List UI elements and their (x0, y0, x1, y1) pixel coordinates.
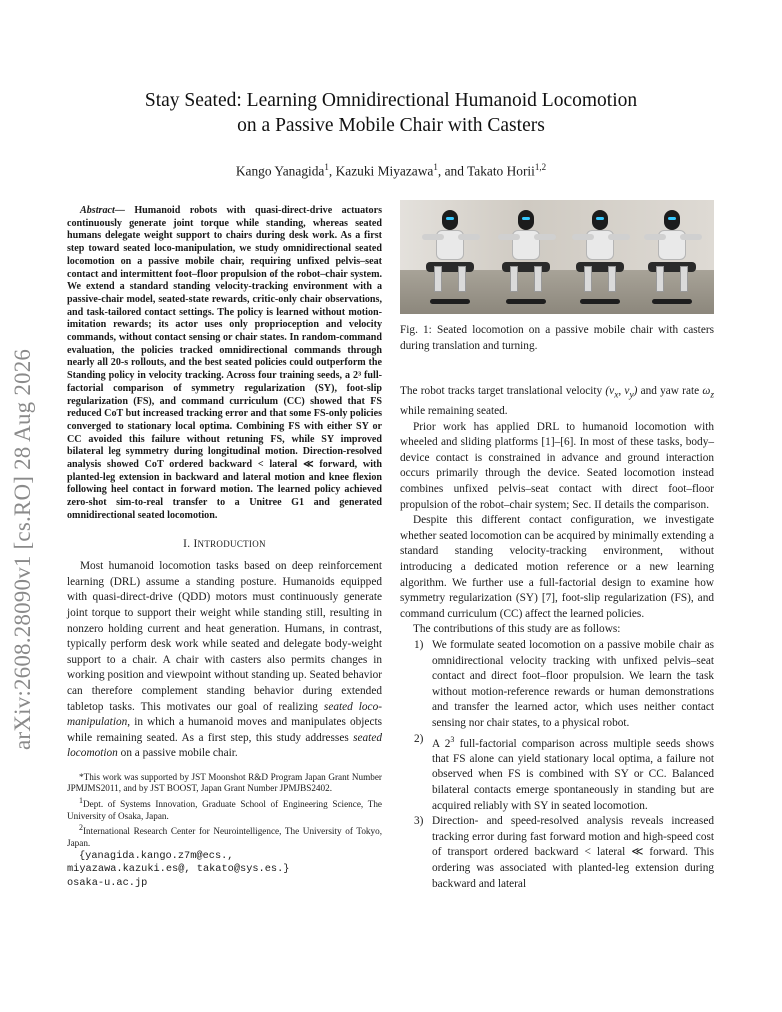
author-list: Kango Yanagida$^1$, Kazuki Miyazawa$^1$, and Takato Horii$^{1,2}$ (235, 162, 547, 179)
funding-footnote: *This work was supported by JST Moonshot R&D Program Japan Grant Number JPMJMS2011, and by JST BOOST, Japan Grant Number JPMJBS2402. (67, 771, 382, 794)
figure-1-photo (400, 200, 714, 314)
email-line-3: osaka-u.ac.jp (67, 876, 148, 889)
author-1: Kango Yanagida (235, 163, 325, 179)
affiliation-footnote-2: $^2$International Research Center for Neurointelligence, The University of Tokyo, Japan. (67, 823, 382, 848)
email-line-1: {yanagida.kango.z7m@ecs., (79, 849, 234, 862)
intro-paragraph: Most humanoid locomotion tasks based on deep reinforcement learning (DRL) assume a standing posture. Humanoids equipped with quasi-direct-drive (QDD) motors must continuously generate joint torque to support their weight while standing still, resulting in nonzero holding current and heat generation. Humans, in contrast, typically perform desk work while seated and delegate body-weight support to a chair. A chair with casters also permits changes in working position and viewpoint without standing up. Seated behavior can therefore complement standing behavior during extended tabletop tasks. This motivates our goal of realizing seated loco-manipulation, in which a humanoid moves and manipulates objects while remaining seated. As a first step, this study addresses seated locomotion on a passive mobile chair. (67, 560, 382, 760)
right-column (400, 200, 714, 892)
paper-title (60, 88, 722, 138)
abstract-text: Humanoid robots with quasi-direct-drive actuators continuously generate joint torque while standing, whereas seated humans delegate weight support to chairs during desk work. As a first step toward seated loco-manipulation, we study omnidirectional seated locomotion on a passive mobile chair, requiring unfixed pelvis–seat contact and intermittent foot–floor propulsion of the robot–chair system. We extend a standard standing velocity-tracking environment with a passive-chair model, seated-state rewards, critic-only chair observations, and task-tailored contact settings. The policy is learned without motion-imitation rewards; its actor uses only proprioception and velocity commands, without contact sensing or chair states. In random-command evaluation, the policies tracked omnidirectional commands through nearly all 20-s rollouts, and the best seated policies could outperform the Standing policy in velocity tracking. Across four training seeds, a 2³ full-factorial comparison of symmetry regularization (SY), foot-slip regularization (FS), and command curriculum (CC) showed that FS reduced CoT but increased tracking error and that some FS-only policies converged to stationary local optima. Combining FS with either SY or CC avoided this failure without retuning FS, while SY improved bilateral leg symmetry during longitudinal motion. Direction-resolved analysis showed CoT ordered backward < lateral ≪ forward, with planted-leg extension in backward and lateral motion and knee flexion following heel contact in forward motion. The learned policy achieved zero-shot sim-to-real transfer to a Unitree G1 and generated omnidirectional seated locomotion. (67, 205, 383, 521)
list-item: 2) A $2^3$ full-factorial comparison across multiple seeds shows that FS alone can yield stationary local optima, a failure not observed when FS is combined with SY or CC. Balanced bilateral contacts emerge spontaneously in standing but are acquired reliably with SY in seated locomotion. (414, 732, 714, 812)
author-2-affil: 1 (433, 162, 438, 172)
left-column (67, 205, 382, 890)
robot-on-chair-image (422, 208, 478, 304)
list-item: 1) We formulate seated locomotion on a passive mobile chair as omnidirectional velocity tracking with unfixed pelvis–seat contact and direct foot–floor propulsion. We learn the task without motion-reference rewards or human demonstrations and transfer the learned actor, which uses neither contact sensing nor chair states, to a physical robot. (414, 638, 714, 729)
author-3-affil: 1,2 (534, 162, 547, 172)
title-line-1: Stay Seated: Learning Omnidirectional Humanoid Locomotion (144, 90, 638, 111)
footnotes (67, 772, 382, 890)
prior-work-paragraph: Prior work has applied DRL to humanoid locomotion with wheeled and sliding platforms [1]–[6]. In most of these tasks, body–device contact is constrained in advance and ground interaction occurs primarily through the device. Seated locomotion instead combines unfixed pelvis–seat contact with direct foot–floor propulsion of the robot–chair system; Sec. II details the comparison. (400, 420, 714, 511)
figure-1-caption: Fig. 1: Seated locomotion on a passive mobile chair with casters during translation and turning. (400, 324, 714, 352)
author-1-affil: 1 (324, 162, 329, 172)
author-3: Takato Horii (467, 163, 535, 179)
robot-on-chair-image (572, 208, 628, 304)
arxiv-identifier: arXiv:2608.28090v1 [cs.RO] 28 Aug 2026 (10, 348, 35, 750)
tracking-paragraph: The robot tracks target translational velocity ($v_x$, $v_y$) and yaw rate $\omega_z$ while remaining seated. (400, 385, 714, 418)
approach-paragraph: Despite this different contact configuration, we investigate whether seated locomotion can be acquired by minimally extending a standard standing velocity-tracking environment, without introducing a dedicated motion reference or a new learning algorithm. We further use a full-factorial design to examine how symmetry regularization (SY) [7], foot-slip regularization (FS), and command curriculum (CC) affect the learned policies. (400, 514, 715, 620)
email-line-2: miyazawa.kazuki.es@, takato@sys.es.} (67, 863, 290, 876)
affiliation-footnote-1: $^1$Dept. of Systems Innovation, Graduate School of Engineering Science, The University of Osaka, Japan. (67, 796, 382, 821)
list-item: 3) Direction- and speed-resolved analysis reveals increased tracking error during fast forward motion and high-speed cost of transport ordered backward < lateral ≪ forward. This ordering was associated with planted-leg extension during backward and lateral (414, 815, 714, 890)
contributions-intro: The contributions of this study are as follows: (413, 623, 621, 636)
section-heading-introduction: I. INTRODUCTION (183, 537, 266, 550)
abstract-label: Abstract (80, 205, 115, 216)
contributions-list (400, 638, 714, 892)
robot-on-chair-image (498, 208, 554, 304)
title-line-2: on a Passive Mobile Chair with Casters (237, 115, 545, 136)
abstract: Abstract— Humanoid robots with quasi-direct-drive actuators continuously generate joint torque while standing, whereas seated humans delegate weight support to chairs during desk work. As a first step toward seated loco-manipulation, we study omnidirectional seated locomotion on a passive mobile chair, requiring unfixed pelvis–seat contact and intermittent foot–floor propulsion of the robot–chair system. We extend a standard standing velocity-tracking environment with a passive-chair model, seated-state rewards, critic-only chair observations, and task-tailored contact settings. The policy is learned without motion-imitation rewards; its actor uses only proprioception and velocity commands, without contact sensing or chair states. In random-command evaluation, the policies tracked omnidirectional commands through nearly all 20-s rollouts, and the best seated policies could outperform the Standing policy in velocity tracking. Across four training seeds, a 2³ full-factorial comparison of symmetry regularization (SY), foot-slip regularization (FS), and command curriculum (CC) showed that FS reduced CoT but increased tracking error and that some FS-only policies converged to stationary local optima. Combining FS with either SY or CC avoided this failure without retuning FS, while SY improved bilateral leg symmetry during longitudinal motion. Direction-resolved analysis showed CoT ordered backward < lateral ≪ forward, with planted-leg extension in backward and lateral motion and knee flexion following heel contact in forward motion. The learned policy achieved zero-shot sim-to-real transfer to a Unitree G1 and generated omnidirectional seated locomotion. (67, 205, 383, 521)
author-2: Kazuki Miyazawa (335, 163, 434, 179)
robot-on-chair-image (644, 208, 700, 304)
